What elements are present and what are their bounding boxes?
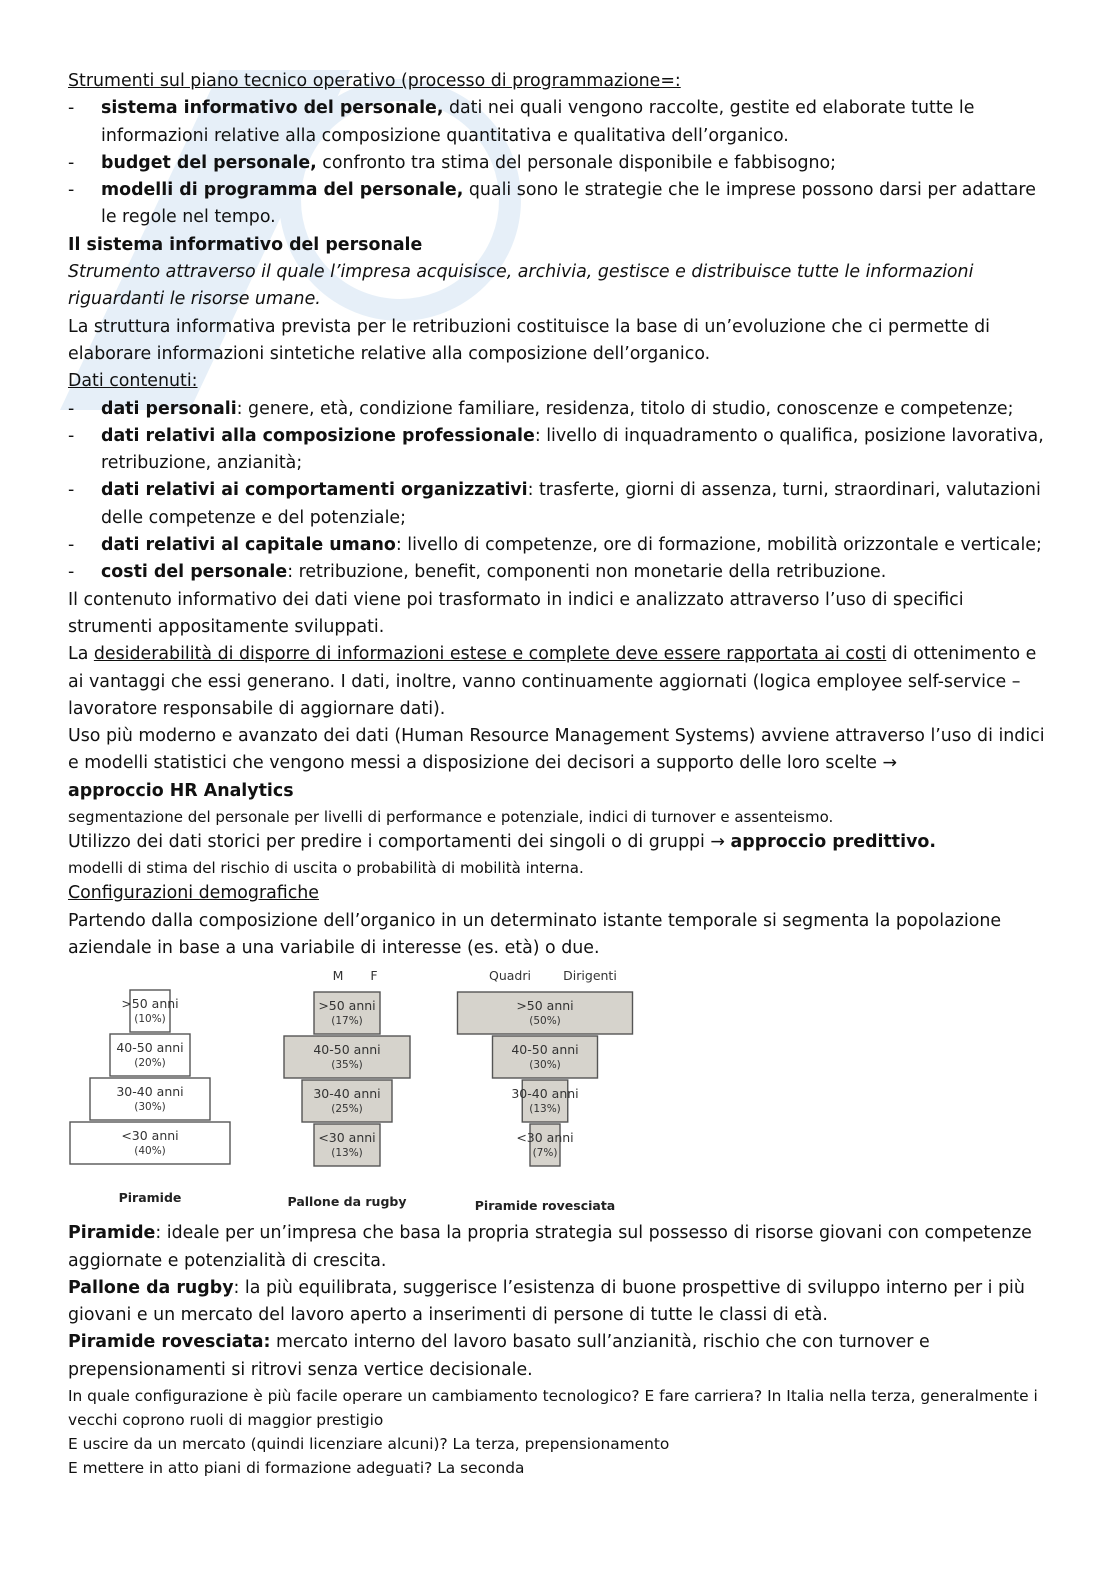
diagram-header-label: Dirigenti <box>563 970 617 984</box>
list-item: - dati personali: genere, età, condizione familiare, residenza, titolo di studio, conoscenze e competenze; <box>68 396 1053 423</box>
diagram-bar-label: <30 anni <box>516 1130 574 1146</box>
diagram-header-label: M <box>332 970 344 984</box>
section-title: Il sistema informativo del personale <box>68 234 423 255</box>
diagram-bar-label: 30-40 anni <box>116 1084 184 1100</box>
diagram-header-label: Quadri <box>489 970 531 984</box>
diagram-bar-label: <30 anni <box>318 1130 376 1146</box>
diagram-caption: Pallone da rugby <box>287 1194 407 1210</box>
note: modelli di stima del rischio di uscita o probabilità di mobilità interna. <box>68 859 584 878</box>
paragraph: Il contenuto informativo dei dati viene poi trasformato in indici e analizzato attraverso l’uso di specifici strumenti appositamente sviluppati. <box>68 589 964 637</box>
data-heading: Dati contenuti: <box>68 371 198 392</box>
config-rugby: Pallone da rugby: la più equilibrata, suggerisce l’esistenza di buone prospettive di sviluppo interno per i più giovani e un mercato del lavoro aperto a inserimenti di persone di tutte le classi di età. <box>68 1277 1025 1326</box>
diagram-bar-label: 30-40 anni <box>511 1086 579 1102</box>
diagram-bar-value: (7%) <box>532 1147 558 1160</box>
demographic-diagrams <box>68 970 1053 1218</box>
note: segmentazione del personale per livelli di performance e potenziale, indici di turnover e assenteismo. <box>68 808 834 827</box>
diagram-bar-value: (35%) <box>331 1059 363 1072</box>
list-item: - dati relativi al capitale umano: livello di competenze, ore di formazione, mobilità orizzontale e verticale; <box>68 532 1053 559</box>
diagram-bar-label: >50 anni <box>516 998 574 1014</box>
diagram-bar-value: (13%) <box>529 1103 561 1116</box>
question: E uscire da un mercato (quindi licenziare alcuni)? La terza, prepensionamento <box>68 1434 670 1453</box>
list-item: - sistema informativo del personale, dati nei quali vengono raccolte, gestite ed elaborate tutte le informazioni relative alla composizione quantitativa e qualitativa dell’organico. <box>68 95 1053 150</box>
diagram-bar-value: (50%) <box>529 1015 561 1028</box>
diagram-bar-label: 40-50 anni <box>116 1040 184 1056</box>
paragraph: Utilizzo dei dati storici per predire i comportamenti dei singoli o di gruppi → approccio predittivo. <box>68 832 936 853</box>
diagram-bar-label: >50 anni <box>318 998 376 1014</box>
hr-analytics-label: approccio HR Analytics <box>68 780 294 801</box>
diagram-bar-value: (17%) <box>331 1015 363 1028</box>
diagram-caption: Piramide <box>118 1190 182 1206</box>
diagram-bar-value: (13%) <box>331 1147 363 1160</box>
question: E mettere in atto piani di formazione adeguati? La seconda <box>68 1458 525 1477</box>
diagram-header-label: F <box>370 970 378 984</box>
document-page <box>68 68 1053 1480</box>
diagram-bar-label: 40-50 anni <box>313 1042 381 1058</box>
arrow-right-icon: → <box>882 753 898 774</box>
data-list <box>68 396 1053 587</box>
arrow-right-icon: → <box>710 832 725 853</box>
diagram-bar-value: (20%) <box>134 1057 166 1070</box>
config-rovesciata: Piramide rovesciata: mercato interno del lavoro basato sull’anzianità, rischio che con turnover e prepensionamenti si ritrovi senza vertice decisionale. <box>68 1332 930 1380</box>
definition: Strumento attraverso il quale l’impresa acquisisce, archivia, gestisce e distribuisce tutte le informazioni riguardanti le risorse umane. <box>68 262 974 310</box>
diagram-bar-label: 30-40 anni <box>313 1086 381 1102</box>
diagram-bar-value: (10%) <box>134 1013 166 1026</box>
diagram-bar-label: 40-50 anni <box>511 1042 579 1058</box>
paragraph: La desiderabilità di disporre di informazioni estese e complete deve essere rapportata ai costi di ottenimento e ai vantaggi che essi generano. I dati, inoltre, vanno continuamente aggiornati (logica employee self-service – lavoratore responsabile di aggiornare dati). <box>68 644 1037 719</box>
paragraph: Partendo dalla composizione dell’organico in un determinato istante temporale si segmenta la popolazione aziendale in base a una variabile di interesse (es. età) o due. <box>68 910 1002 958</box>
list-item: - modelli di programma del personale, quali sono le strategie che le imprese possono darsi per adattare le regole nel tempo. <box>68 177 1053 232</box>
demo-heading: Configurazioni demografiche <box>68 883 320 904</box>
list-item: - budget del personale, confronto tra stima del personale disponibile e fabbisogno; <box>68 150 1053 177</box>
diagram-bar-label: >50 anni <box>121 996 179 1012</box>
paragraph: Uso più moderno e avanzato dei dati (Human Resource Management Systems) avviene attraverso l’uso di indici e modelli statistici che vengono messi a disposizione dei decisori a supporto delle loro scelte → <box>68 726 1045 774</box>
list-item: - dati relativi alla composizione professionale: livello di inquadramento o qualifica, posizione lavorativa, retribuzione, anzianità; <box>68 423 1053 478</box>
diagram-bar-label: <30 anni <box>121 1128 179 1144</box>
diagram-bar-value: (40%) <box>134 1145 166 1158</box>
paragraph: La struttura informativa prevista per le retribuzioni costituisce la base di un’evoluzione che ci permette di elaborare informazioni sintetiche relative alla composizione dell’organico. <box>68 316 991 364</box>
diagram-caption: Piramide rovesciata <box>474 1198 616 1214</box>
list-item: - dati relativi ai comportamenti organizzativi: trasferte, giorni di assenza, turni, straordinari, valutazioni delle competenze e del potenziale; <box>68 477 1053 532</box>
diagram-bar-value: (30%) <box>134 1101 166 1114</box>
intro-heading: Strumenti sul piano tecnico operativo (processo di programmazione=: <box>68 71 681 91</box>
question: In quale configurazione è più facile operare un cambiamento tecnologico? E fare carriera? In Italia nella terza, generalmente i vecchi coprono ruoli di maggior prestigio <box>68 1386 1038 1429</box>
list-item: - costi del personale: retribuzione, benefit, componenti non monetarie della retribuzione. <box>68 559 1053 586</box>
config-piramide: Piramide: ideale per un’impresa che basa la propria strategia sul possesso di risorse giovani con competenze aggiornate e potenzialità di crescita. <box>68 1223 1032 1271</box>
intro-list <box>68 95 1053 231</box>
diagram-bar-value: (30%) <box>529 1059 561 1072</box>
diagram-svg <box>0 970 680 1218</box>
diagram-bar-value: (25%) <box>331 1103 363 1116</box>
